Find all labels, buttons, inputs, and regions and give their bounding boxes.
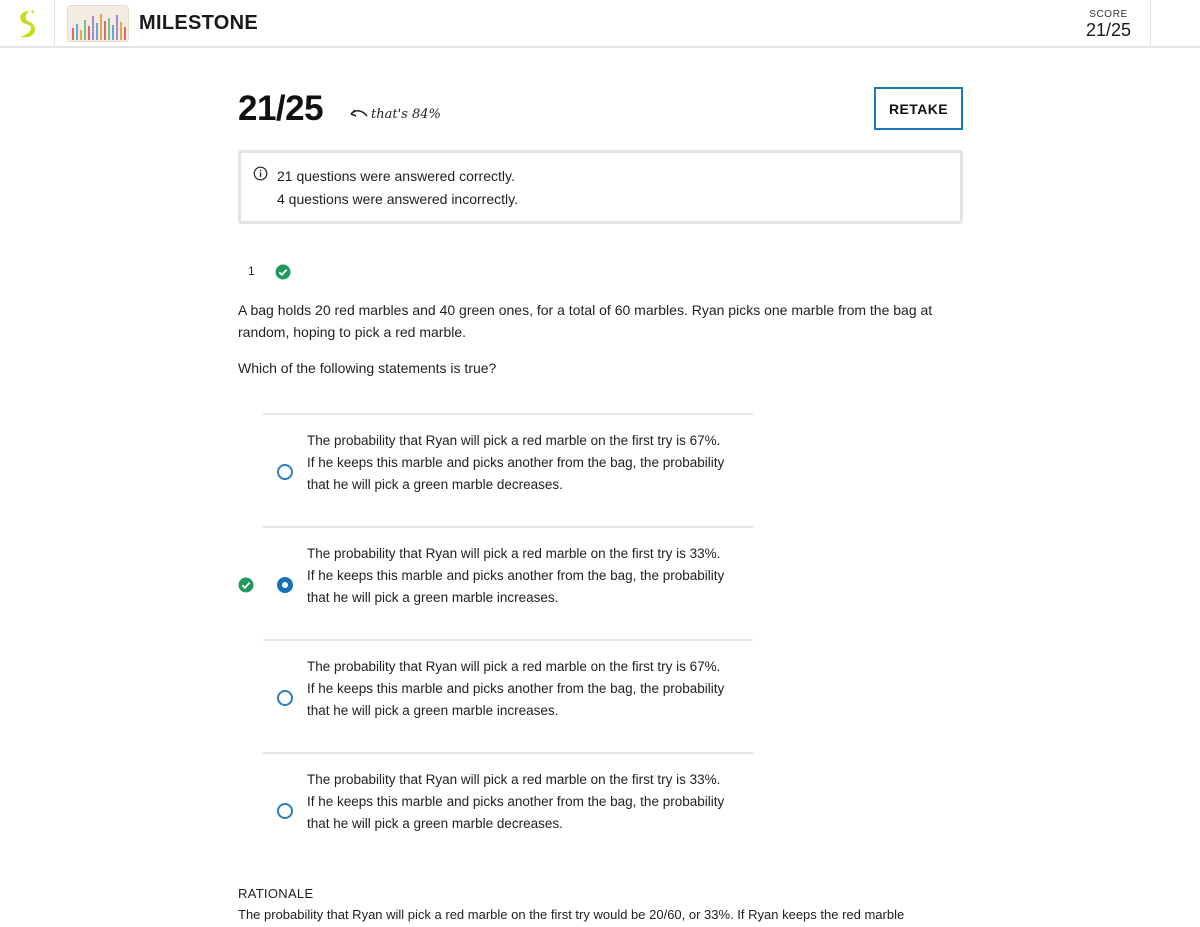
answer-option[interactable] (263, 413, 753, 526)
rationale-heading: RATIONALE (238, 886, 314, 901)
score-label: SCORE (1089, 9, 1128, 20)
rationale-text: The probability that Ryan will pick a red marble on the first try would be 20/60, or 33%. If Ryan keeps the red marble (238, 907, 905, 922)
top-bar (0, 0, 1200, 48)
answer-option[interactable] (263, 752, 753, 865)
answer-option[interactable] (263, 639, 753, 752)
course-title: MILESTONE (139, 12, 259, 34)
check-circle-icon (238, 577, 254, 593)
incorrect-summary: 4 questions were answered incorrectly. (277, 191, 518, 207)
answer-option-text: The probability that Ryan will pick a red marble on the first try is 33%. If he keeps this marble and picks another from the bag, the probability that he will pick a green marble decreases. (307, 772, 725, 831)
bar-graphic-icon (68, 6, 129, 42)
answer-option-text: The probability that Ryan will pick a red marble on the first try is 67%. If he keeps this marble and picks another from the bag, the probability that he will pick a green marble increases. (307, 659, 725, 718)
course-thumbnail (67, 5, 129, 42)
radio-button[interactable] (277, 464, 293, 480)
retake-button[interactable]: RETAKE (874, 87, 963, 130)
correct-summary: 21 questions were answered correctly. (277, 168, 515, 184)
radio-button[interactable] (277, 803, 293, 819)
brand-logo-icon (15, 9, 39, 39)
question-prompt: Which of the following statements is true? (238, 360, 497, 376)
result-score: 21/25 (238, 89, 324, 128)
answer-option-text: The probability that Ryan will pick a red marble on the first try is 67%. If he keeps this marble and picks another from the bag, the probability that he will pick a green marble decreases. (307, 433, 725, 492)
header-score (1067, 0, 1151, 46)
radio-button-selected[interactable] (277, 577, 293, 593)
answer-option-text: The probability that Ryan will pick a red marble on the first try is 33%. If he keeps this marble and picks another from the bag, the probability that he will pick a green marble increases. (307, 546, 725, 605)
answer-option[interactable] (263, 526, 753, 639)
question-number: 1 (248, 264, 255, 278)
radio-button[interactable] (277, 690, 293, 706)
brand-logo[interactable] (0, 0, 55, 46)
answer-options (263, 413, 753, 865)
percent-note (348, 107, 441, 122)
percent-note-text: that's 84% (371, 107, 441, 122)
check-circle-icon (275, 264, 291, 280)
info-icon (253, 166, 268, 181)
summary-box (238, 150, 963, 224)
question-text: A bag holds 20 red marbles and 40 green ones, for a total of 60 marbles. Ryan picks one marble from the bag at random, hoping to pick a red marble. (238, 302, 933, 340)
score-value: 21/25 (1085, 20, 1132, 40)
arrow-left-icon (348, 107, 368, 121)
